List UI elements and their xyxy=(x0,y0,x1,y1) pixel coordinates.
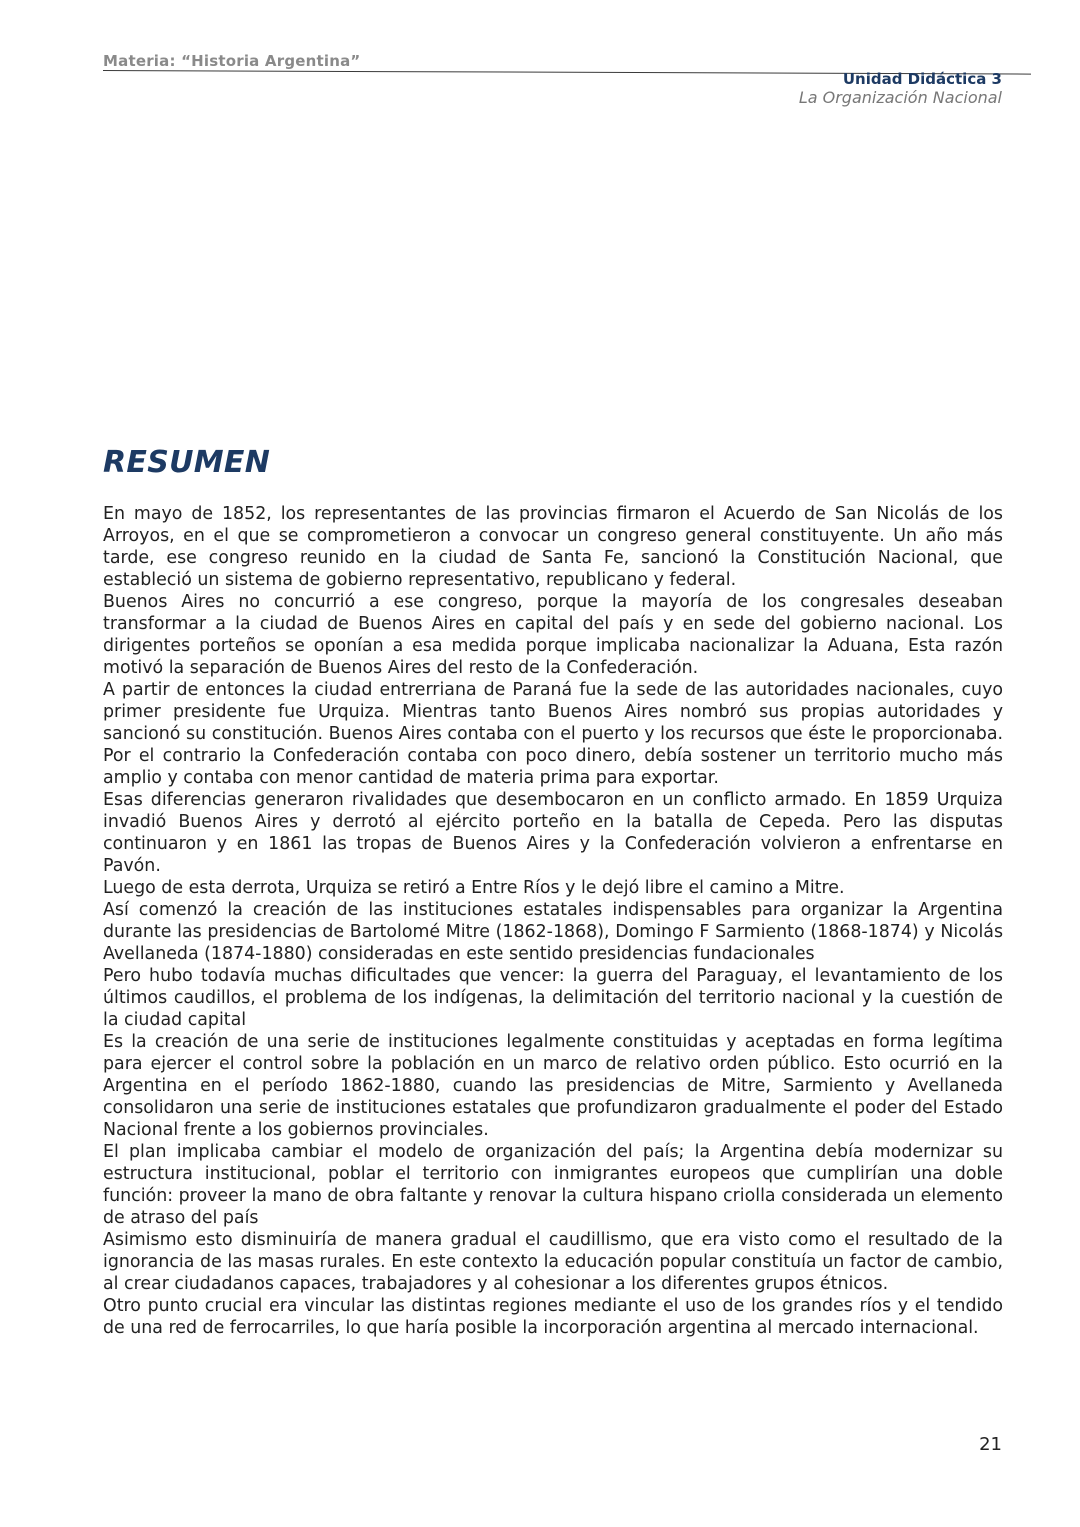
paragraph: Pero hubo todavía muchas dificultades que vencer: la guerra del Paraguay, el levantamiento de los últimos caudillos, el problema de los indígenas, la delimitación del territorio nacional y la cuestión de la ciudad capital xyxy=(103,966,1003,1030)
subject-header: Materia: “Historia Argentina” xyxy=(103,52,361,70)
paragraph: En mayo de 1852, los representantes de las provincias firmaron el Acuerdo de San Nicolás de los Arroyos, en el que se comprometieron a convocar un congreso general constituyente. Un año más tarde, ese congreso reunido en la ciudad de Santa Fe, sancionó la Constitución Nacional, que estableció un sistema de gobierno representativo, republicano y federal. xyxy=(103,504,1003,590)
paragraph: Esas diferencias generaron rivalidades que desembocaron en un conflicto armado. En 1859 Urquiza invadió Buenos Aires y derrotó al ejército porteño en la batalla de Cepeda. Pero las disputas continuaron y en 1861 las tropas de Buenos Aires y la Confederación volvieron a enfrentarse en Pavón. xyxy=(103,790,1003,876)
paragraph: El plan implicaba cambiar el modelo de organización del país; la Argentina debía modernizar su estructura institucional, poblar el territorio con inmigrantes europeos que cumplirían una doble función: proveer la mano de obra faltante y renovar la cultura hispano criolla considerada un elemento de atraso del país xyxy=(103,1142,1003,1228)
paragraph: Luego de esta derrota, Urquiza se retiró a Entre Ríos y le dejó libre el camino a Mitre. xyxy=(103,878,845,898)
page-number: 21 xyxy=(979,1434,1002,1455)
paragraph: Así comenzó la creación de las instituciones estatales indispensables para organizar la Argentina durante las presidencias de Bartolomé Mitre (1862-1868), Domingo F Sarmiento (1868-1874) y Nicolás Avellaneda (1874-1880) consideradas en este sentido presidencias fundacionales xyxy=(103,900,1003,964)
paragraph: A partir de entonces la ciudad entrerriana de Paraná fue la sede de las autoridades nacionales, cuyo primer presidente fue Urquiza. Mientras tanto Buenos Aires nombró sus propias autoridades y sancionó su constitución. Buenos Aires contaba con el puerto y los recursos que éste le proporcionaba. Por el contrario la Confederación contaba con poco dinero, debía sostener un territorio mucho más amplio y contaba con menor cantidad de materia prima para exportar. xyxy=(103,680,1003,788)
paragraph: Otro punto crucial era vincular las distintas regiones mediante el uso de los grandes ríos y el tendido de una red de ferrocarriles, lo que haría posible la incorporación argentina al mercado internacional. xyxy=(103,1296,1003,1338)
paragraph: Es la creación de una serie de instituciones legalmente constituidas y aceptadas en forma legítima para ejercer el control sobre la población en un marco de relativo orden público. Esto ocurrió en la Argentina en el período 1862-1880, cuando las presidencias de Mitre, Sarmiento y Avellaneda consolidaron una serie de instituciones estatales que profundizaron gradualmente el poder del Estado Nacional frente a los gobiernos provinciales. xyxy=(103,1032,1003,1140)
unit-subtitle: La Organización Nacional xyxy=(798,88,1002,107)
unit-title: Unidad Didáctica 3 xyxy=(842,70,1002,88)
section-title: RESUMEN xyxy=(103,445,271,480)
paragraph: Buenos Aires no concurrió a ese congreso, porque la mayoría de los congresales deseaban transformar a la ciudad de Buenos Aires en capital del país y en sede del gobierno nacional. Los dirigentes porteños se oponían a esa medida porque implicaba nacionalizar la Aduana, Esta razón motivó la separación de Buenos Aires del resto de la Confederación. xyxy=(103,592,1003,678)
summary-body xyxy=(103,503,1003,1339)
paragraph: Asimismo esto disminuiría de manera gradual el caudillismo, que era visto como el resultado de la ignorancia de las masas rurales. En este contexto la educación popular constituía un factor de cambio, al crear ciudadanos capaces, trabajadores y al cohesionar a los diferentes grupos étnicos. xyxy=(103,1230,1003,1294)
